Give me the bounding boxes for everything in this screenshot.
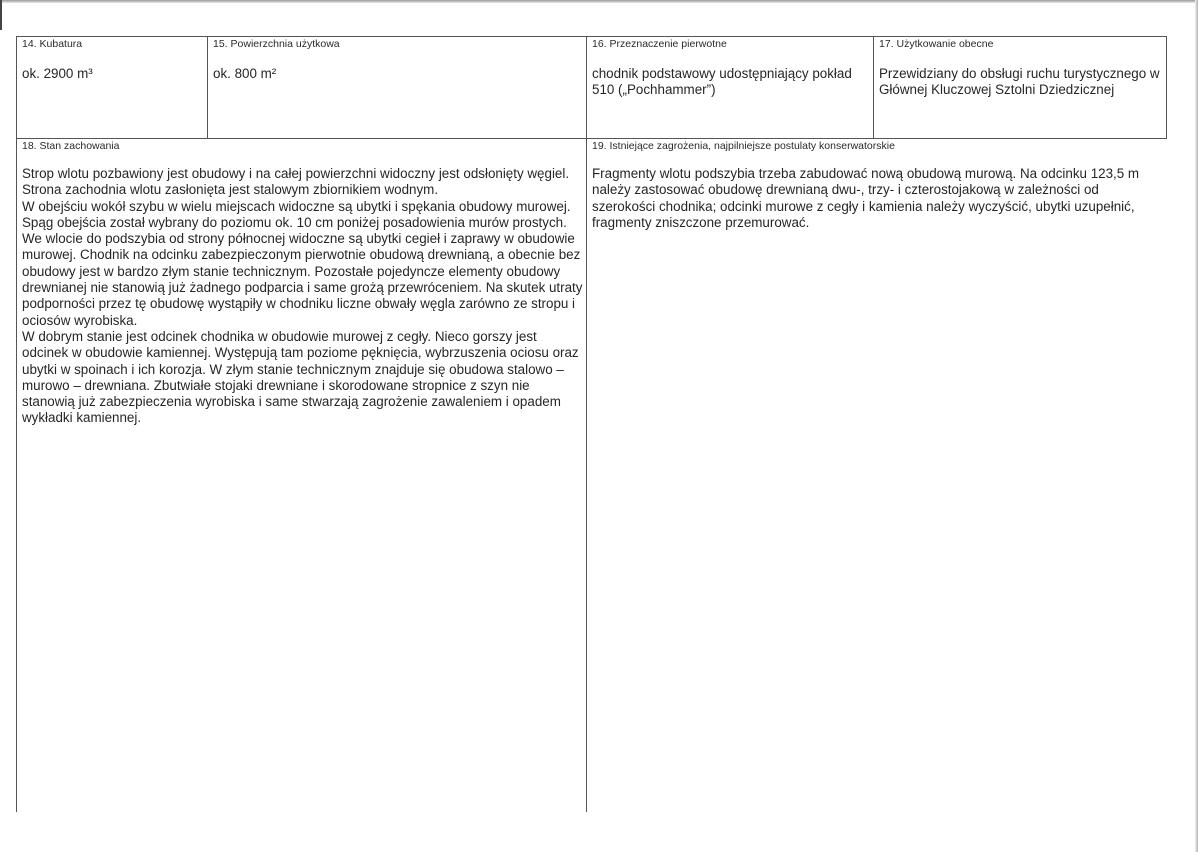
field-18-label: 18. Stan zachowania [22, 140, 120, 152]
scan-edge-top [0, 0, 1198, 3]
field-18-value [22, 166, 584, 427]
rule-left [16, 36, 17, 812]
field-14-value: ok. 2900 m³ [22, 66, 93, 81]
field-16-value: chodnik podstawowy udostępniający pokład 510 („Pochhammer”) [592, 66, 852, 98]
field-18-paragraph: Strop wlotu pozbawiony jest obudowy i na całej powierzchni widoczny jest odsłonięty węgiel. Strona zachodnia wlotu zasłonięta jest stalowym zbiornikiem wodnym. [22, 166, 570, 198]
rule-right [1166, 36, 1167, 139]
field-15-label: 15. Powierzchnia użytkowa [213, 38, 340, 50]
scan-mark-left [0, 0, 2, 30]
rule-top [16, 36, 1167, 37]
field-17-value: Przewidziany do obsługi ruchu turystycznego w Głównej Kluczowej Sztolni Dziedzicznej [879, 66, 1160, 98]
rule-col-center [586, 36, 587, 812]
field-19-value: Fragmenty wlotu podszybia trzeba zabudować nową obudową murową. Na odcinku 123,5 m należy zastosować obudowę drewnianą dwu-, trzy- i czterostojakową w zależności od szerokości chodnika; odcinki murowe z cegły i kamienia należy wyczyścić, ubytki uzupełnić, fragmenty zniszczone przemurować. [592, 166, 1140, 230]
rule-col-14-15 [207, 36, 208, 139]
rule-row-divider [16, 138, 1167, 139]
field-19-label: 19. Istniejące zagrożenia, najpilniejsze postulaty konserwatorskie [592, 140, 895, 152]
field-15-value: ok. 800 m² [213, 66, 277, 81]
field-17-label: 17. Użytkowanie obecne [879, 38, 994, 50]
record-card-form [16, 36, 1167, 812]
field-18-paragraph: W obejściu wokół szybu w wielu miejscach widoczne są ubytki i spękania obudowy murowej. Spąg obejścia został wybrany do poziomu ok. 10 cm poniżej posadowienia murów prostych. We wlocie do podszybia od strony północnej widoczne są ubytki cegieł i zaprawy w obudowie murowej. Chodnik na odcinku zabezpieczonym pierwotnie obudową drewnianą, a obecnie bez obudowy jest w bardzo złym stanie technicznym. Pozostałe pojedyncze elementy obudowy drewnianej nie stanowią już żadnego podparcia i same grożą przewróceniem. Na skutek utraty podporności przez tę obudowę wystąpiły w chodniku liczne obwały węgla zarówno ze stropu i ociosów wyrobiska. [22, 198, 583, 328]
field-14-label: 14. Kubatura [22, 38, 83, 50]
field-18-paragraph: W dobrym stanie jest odcinek chodnika w obudowie murowej z cegły. Nieco gorszy jest odcinek w obudowie kamiennej. Występują tam poziome pęknięcia, wybrzuszenia ociosu oraz ubytki w spoinach i ich korozja. W złym stanie technicznym znajduje się obudowa stalowo – murowo – drewniana. Zbutwiałe stojaki drewniane i skorodowane stropnice z szyn nie stanowią już zabezpieczenia wyrobiska i same stwarzają zagrożenie zawaleniem i opadem wykładki kamiennej. [22, 328, 579, 426]
rule-col-16-17 [873, 36, 874, 139]
field-16-label: 16. Przeznaczenie pierwotne [592, 38, 727, 50]
